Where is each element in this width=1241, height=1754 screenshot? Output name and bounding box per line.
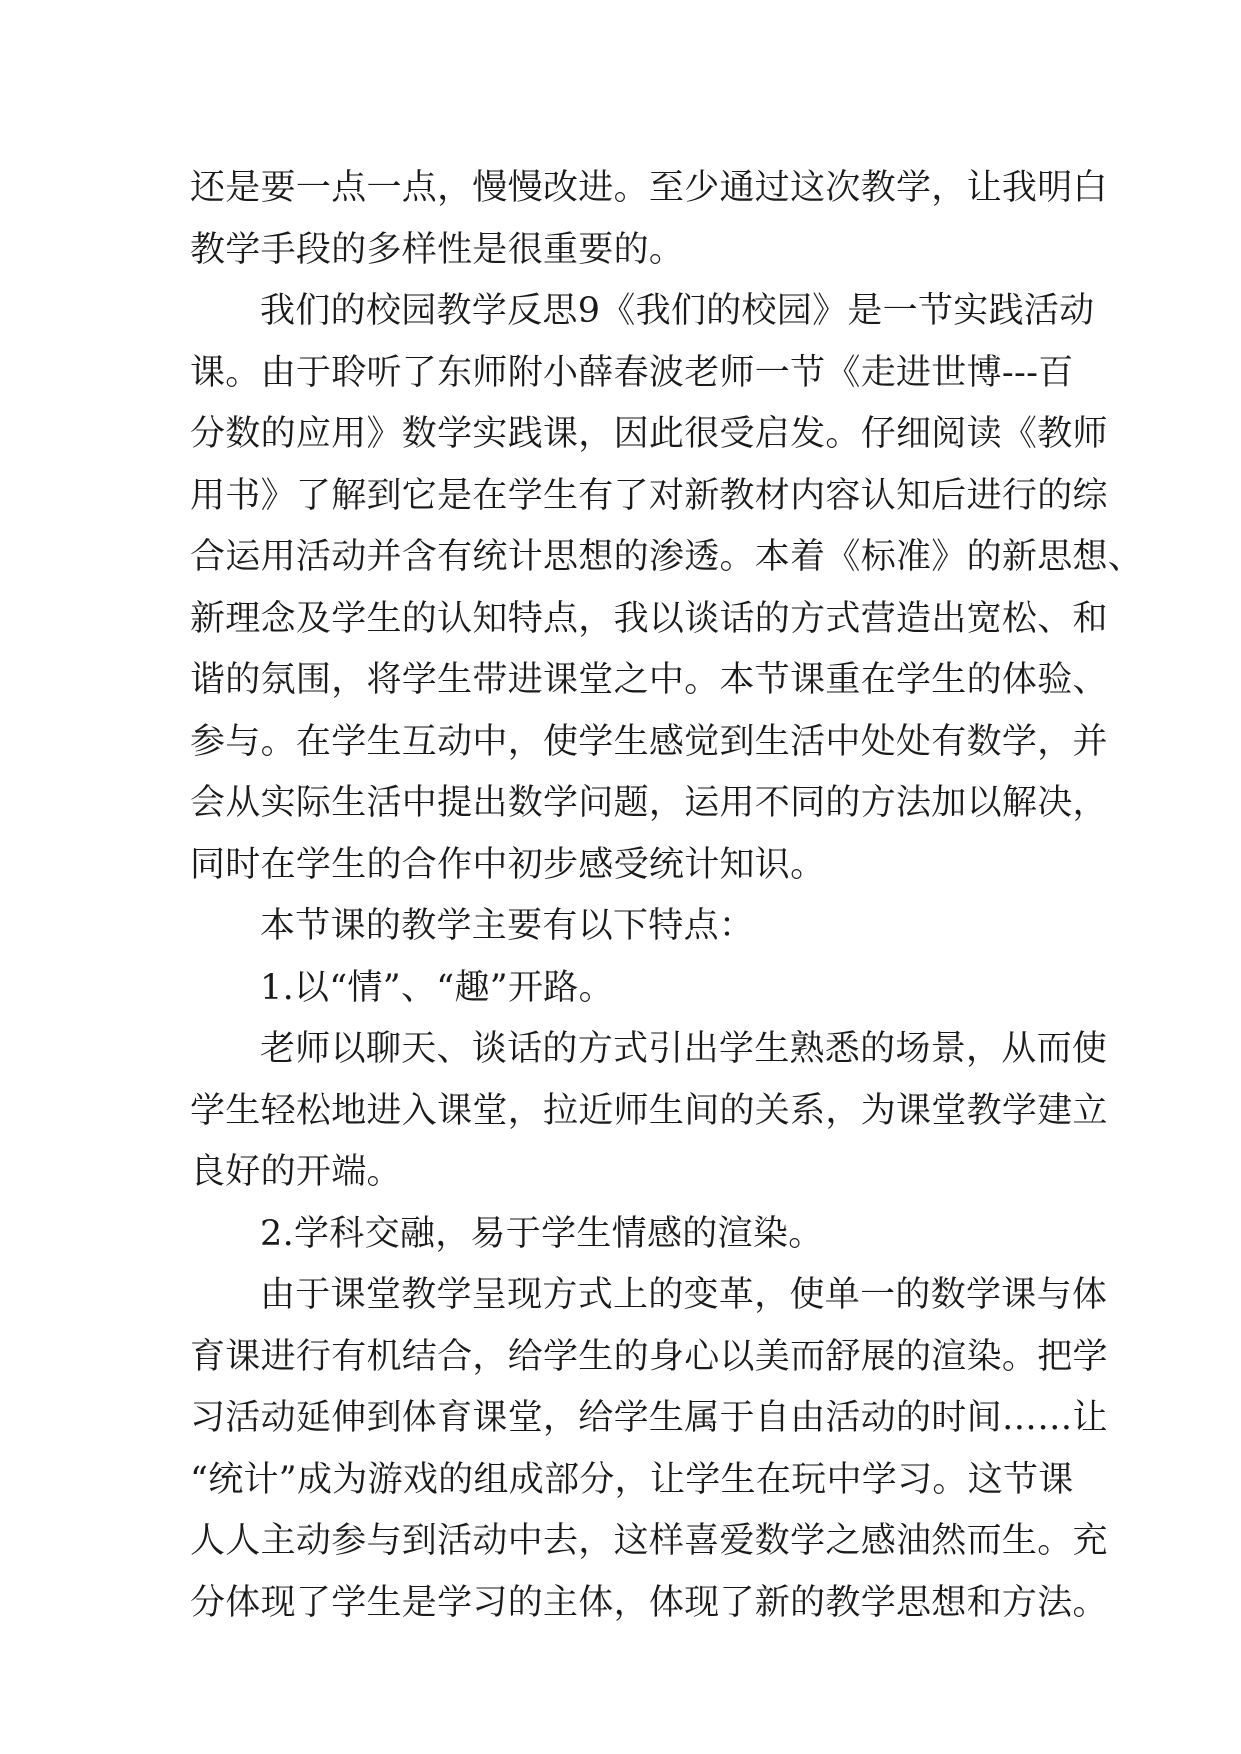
text-line: 还是要一点一点，慢慢改进。至少通过这次教学，让我明白 bbox=[190, 168, 1108, 208]
text-line: 用书》了解到它是在学生有了对新教材内容认知后进行的综 bbox=[190, 475, 1108, 516]
paragraph-start-line: 本节课的教学主要有以下特点： bbox=[260, 906, 755, 946]
text-line: 会从实际生活中提出数学问题，运用不同的方法加以解决， bbox=[190, 783, 1108, 823]
paragraph-start-line: 老师以聊天、谈话的方式引出学生熟悉的场景，从而使 bbox=[260, 1029, 1108, 1069]
paragraph-start-line: 由于课堂教学呈现方式上的变革，使单一的数学课与体 bbox=[260, 1275, 1108, 1315]
text-line: 教学手段的多样性是很重要的。 bbox=[190, 229, 685, 270]
paragraph-start-line: 我们的校园教学反思9《我们的校园》是一节实践活动 bbox=[260, 291, 1095, 331]
text-line: 新理念及学生的认知特点，我以谈话的方式营造出宽松、和 bbox=[190, 598, 1108, 639]
text-line: 课。由于聆听了东师附小薛春波老师一节《走进世博---百 bbox=[190, 352, 1074, 393]
text-line: 习活动延伸到体育课堂，给学生属于自由活动的时间……让 bbox=[190, 1398, 1108, 1438]
text-line: “统计”成为游戏的组成部分，让学生在玩中学习。这节课 bbox=[190, 1459, 1074, 1500]
list-heading-2: 2.学科交融，易于学生情感的渲染。 bbox=[260, 1213, 824, 1254]
text-line: 分体现了学生是学习的主体，体现了新的教学思想和方法。 bbox=[190, 1582, 1108, 1623]
text-line: 参与。在学生互动中，使学生感觉到生活中处处有数学，并 bbox=[190, 721, 1108, 762]
text-line: 分数的应用》数学实践课，因此很受启发。仔细阅读《教师 bbox=[190, 414, 1108, 454]
text-line: 合运用活动并含有统计思想的渗透。本着《标准》的新思想、 bbox=[190, 537, 1144, 577]
document-body bbox=[190, 158, 1144, 1634]
text-line: 育课进行有机结合，给学生的身心以美而舒展的渲染。把学 bbox=[190, 1336, 1108, 1377]
text-line: 学生轻松地进入课堂，拉近师生间的关系，为课堂教学建立 bbox=[190, 1090, 1108, 1131]
text-line: 同时在学生的合作中初步感受统计知识。 bbox=[190, 844, 826, 885]
text-line: 人人主动参与到活动中去，这样喜爱数学之感油然而生。充 bbox=[190, 1521, 1108, 1561]
text-line: 良好的开端。 bbox=[190, 1152, 402, 1192]
text-line: 谐的氛围，将学生带进课堂之中。本节课重在学生的体验、 bbox=[190, 660, 1108, 700]
list-heading-1: 1.以“情”、“趣”开路。 bbox=[260, 967, 614, 1008]
